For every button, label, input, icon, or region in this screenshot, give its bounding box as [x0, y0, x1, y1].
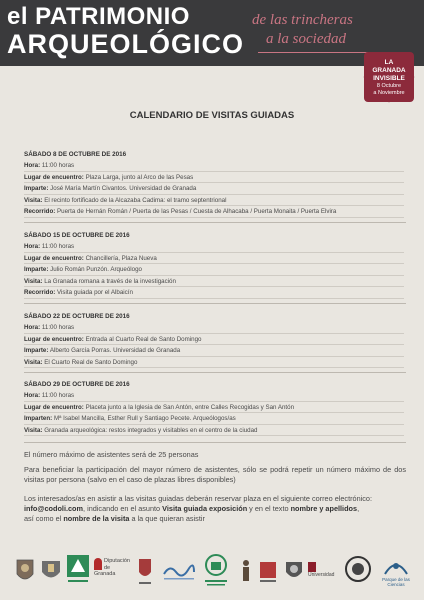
event-row — [24, 425, 404, 437]
diputacion-line1: Diputación — [104, 558, 130, 564]
event-block — [24, 231, 404, 299]
university-logo — [308, 562, 338, 578]
event-block — [24, 150, 404, 218]
row-value: El recinto fortificado de la Alcazaba Cadima: el tramo septentrional — [44, 196, 227, 204]
row-label: Imparten: — [24, 415, 53, 422]
coat-of-arms-logo — [14, 556, 36, 586]
max-attendees-note: El número máximo de asistentes será de 25 personas — [24, 450, 199, 459]
university-label: Universidad — [308, 572, 335, 578]
row-value: Entrada al Cuarto Real de Santo Domingo — [85, 335, 202, 343]
round-seal-logo — [344, 554, 372, 584]
row-label: Imparte: — [24, 185, 49, 192]
reservation-text: , indicando en el asunto — [83, 504, 163, 513]
crest-logo — [282, 558, 306, 584]
row-value: Puerta de Hernán Román / Puerta de las Pesas / Cuesta de Alhacaba / Puerta Monaita / Puerta Elvira — [57, 208, 337, 215]
green-leaf-logo — [66, 554, 90, 588]
row-label: Visita: — [24, 358, 43, 366]
repeat-visits-note: Para beneficiar la participación del mayor número de asistentes, sólo se podrá repetir un número máximo de dos visitas por persona (salvo en el caso de plazas libres disponibles) — [24, 465, 406, 484]
sponsor-logos — [0, 548, 424, 600]
row-value: Granada arqueológica: restos integrados y visitables en el centro de la ciudad — [44, 426, 258, 434]
row-label: Recorrido: — [24, 208, 56, 215]
event-date: SÁBADO 8 DE OCTUBRE DE 2016 — [24, 151, 127, 158]
event-block — [24, 380, 404, 436]
granada-invisible-badge — [364, 52, 414, 102]
junta-andalucia-logo — [202, 552, 230, 590]
event-row — [24, 241, 404, 253]
reservation-line-2 — [24, 514, 406, 524]
parque-ciencias-logo — [374, 556, 418, 587]
row-label: Hora: — [24, 162, 41, 169]
row-value: 11:00 horas — [41, 392, 75, 399]
section-divider — [24, 222, 406, 223]
shield-logo — [40, 558, 62, 584]
subtitle-underline — [258, 52, 370, 53]
university-emblem-icon — [308, 562, 316, 572]
event-row — [24, 402, 404, 414]
section-divider — [24, 442, 406, 443]
row-label: Visita: — [24, 277, 43, 285]
section-divider — [24, 372, 406, 373]
contact-email[interactable]: info@codoli.com — [24, 504, 84, 513]
badge-line1: LA — [384, 59, 394, 66]
row-label: Hora: — [24, 243, 41, 250]
header-subtitle-line1: de las trincheras — [252, 12, 353, 28]
blue-script-logo — [162, 560, 196, 582]
row-value: Mª Isabel Mancilla, Esther Rull y Santiago Pecete. Arqueólogos/as — [53, 415, 236, 422]
reservation-line — [24, 504, 406, 514]
row-label: Imparte: — [24, 266, 49, 273]
reservation-text: y en el texto — [247, 504, 291, 513]
row-value: Alberto García Porras. Universidad de Granada — [49, 347, 181, 354]
reservation-note: Los interesados/as en asistir a las visitas guiadas deberán reservar plaza en el siguiente correo electrónico: — [24, 494, 373, 503]
event-row — [24, 172, 404, 184]
reservation-text: así como el — [24, 514, 64, 523]
event-row — [24, 357, 404, 369]
header-subtitle-line2: a la sociedad — [266, 31, 346, 47]
event-row — [24, 195, 404, 207]
parque-ciencias-emblem-icon — [383, 556, 409, 576]
parque-ciencias-label: Parque de las Ciencias — [382, 577, 410, 587]
row-label: Recorrido: — [24, 289, 56, 296]
event-row — [24, 322, 404, 334]
row-value: 11:00 horas — [41, 243, 75, 250]
row-value: Plaza Larga, junto al Arco de las Pesas — [85, 173, 194, 181]
city-council-logo — [136, 556, 154, 588]
figure-logo — [238, 558, 254, 586]
row-label: Hora: — [24, 392, 41, 399]
section-divider — [24, 303, 406, 304]
event-row — [24, 264, 404, 276]
row-label: Visita: — [24, 196, 43, 204]
event-row — [24, 334, 404, 346]
calendar-title: CALENDARIO DE VISITAS GUIADAS — [129, 110, 295, 121]
badge-line3: INVISIBLE — [373, 75, 405, 82]
row-value: 11:00 horas — [41, 162, 75, 169]
diputacion-logo — [94, 558, 130, 578]
red-banner-logo — [258, 560, 278, 584]
row-label: Lugar de encuentro: — [24, 335, 84, 343]
row-value: Julio Román Punzón. Arqueólogo — [50, 266, 142, 273]
row-value: El Cuarto Real de Santo Domingo — [44, 358, 138, 366]
event-row — [24, 390, 404, 402]
badge-line5: a Noviembre — [373, 90, 405, 96]
header-banner — [0, 0, 424, 66]
diputacion-emblem-icon — [94, 558, 102, 570]
row-value: 11:00 horas — [41, 324, 75, 331]
event-block — [24, 312, 404, 368]
event-date: SÁBADO 15 DE OCTUBRE DE 2016 — [24, 232, 130, 239]
names-field: nombre y apellidos — [290, 504, 358, 513]
event-row — [24, 345, 404, 357]
header-title-line1: el PATRIMONIO — [7, 3, 190, 30]
header-title-line2: ARQUEOLÓGICO — [7, 29, 245, 59]
row-label: Hora: — [24, 324, 41, 331]
row-label: Imparte: — [24, 347, 49, 354]
badge-line2: GRANADA — [372, 67, 406, 74]
row-value: Chancillería, Plaza Nueva — [85, 254, 157, 262]
event-date: SÁBADO 22 DE OCTUBRE DE 2016 — [24, 313, 130, 320]
row-value: La Granada romana a través de la investigación — [44, 277, 176, 285]
event-row — [24, 253, 404, 265]
row-value: José María Martín Civantos. Universidad de Granada — [50, 185, 197, 192]
event-row — [24, 287, 404, 299]
event-row — [24, 413, 404, 425]
visit-name-field: nombre de la visita — [63, 514, 130, 523]
diputacion-line2: de Granada — [94, 564, 116, 577]
event-row — [24, 183, 404, 195]
row-label: Visita: — [24, 426, 43, 434]
event-row — [24, 206, 404, 218]
row-label: Lugar de encuentro: — [24, 403, 84, 411]
event-row — [24, 276, 404, 288]
row-label: Lugar de encuentro: — [24, 254, 84, 262]
row-label: Lugar de encuentro: — [24, 173, 84, 181]
badge-line4: 8 Octubre — [376, 83, 402, 89]
row-value: Visita guiada por el Albaicín — [57, 289, 133, 296]
reservation-text: , — [357, 504, 360, 513]
reservation-text: a la que quieran asistir — [129, 514, 205, 523]
event-date: SÁBADO 29 DE OCTUBRE DE 2016 — [24, 381, 130, 388]
row-value: Placeta junto a la Iglesia de San Antón, entre Calles Recogidas y San Antón — [85, 403, 295, 411]
event-row — [24, 160, 404, 172]
email-subject: Visita guiada exposición — [162, 504, 248, 513]
